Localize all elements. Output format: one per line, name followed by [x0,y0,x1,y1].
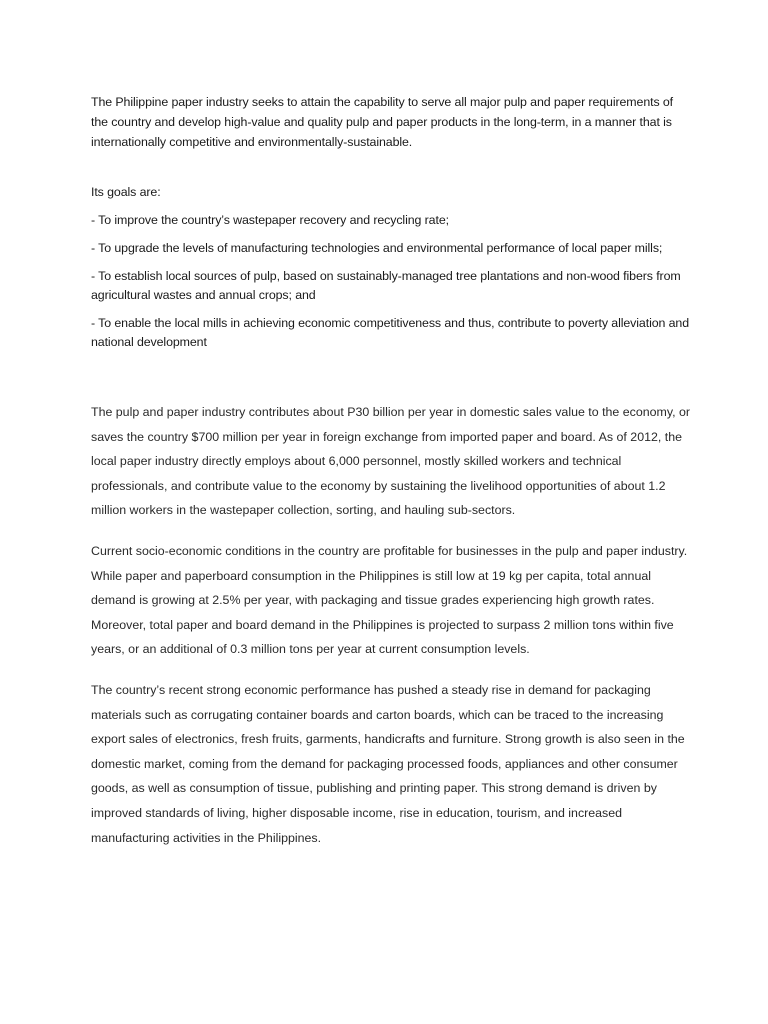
goal-item: - To upgrade the levels of manufacturing technologies and environmental performance of local paper mills; [91,241,663,255]
body-paragraph-demand-growth: The country’s recent strong economic performance has pushed a steady rise in demand for packaging materials such as corrugating container boards and carton boards, which can be traced to the increasing export sales of electronics, fresh fruits, garments, handicrafts and furniture. Strong growth is also seen in the domestic market, coming from the demand for packaging processed foods, appliances and other consumer goods, as well as consumption of tissue, publishing and printing paper. This strong demand is driven by improved standards of living, higher disposable income, rise in education, tourism, and increased manufacturing activities in the Philippines. [91,682,685,845]
goal-item: - To enable the local mills in achieving economic competitiveness and thus, contribute to poverty alleviation and national development [91,316,690,349]
intro-paragraph: The Philippine paper industry seeks to attain the capability to serve all major pulp and paper requirements of the country and develop high-value and quality pulp and paper products in the long-term, in a manner that is internationally competitive and environmentally-sustainable. [91,95,674,149]
body-paragraph-socio-economic-conditions: Current socio-economic conditions in the country are profitable for businesses in the pulp and paper industry. While paper and paperboard consumption in the Philippines is still low at 19 kg per capita, total annual demand is growing at 2.5% per year, with packaging and tissue grades experiencing high growth rates. Moreover, total paper and board demand in the Philippines is projected to surpass 2 million tons within five years, or an additional of 0.3 million tons per year at current consumption levels. [91,543,688,657]
body-section [91,400,691,850]
body-paragraph-economic-contribution: The pulp and paper industry contributes about P30 billion per year in domestic sales value to the economy, or saves the country $700 million per year in foreign exchange from imported paper and board. As of 2012, the local paper industry directly employs about 6,000 personnel, mostly skilled workers and technical professionals, and contribute value to the economy by sustaining the livelihood opportunities of about 1.2 million workers in the wastepaper collection, sorting, and hauling sub-sectors. [91,405,690,518]
goals-heading: Its goals are: [91,185,161,199]
goal-item: - To improve the country’s wastepaper recovery and recycling rate; [91,213,449,227]
document-page [91,92,691,866]
goal-item: - To establish local sources of pulp, based on sustainably-managed tree plantations and non-wood fibers from agricultural wastes and annual crops; and [91,269,681,302]
